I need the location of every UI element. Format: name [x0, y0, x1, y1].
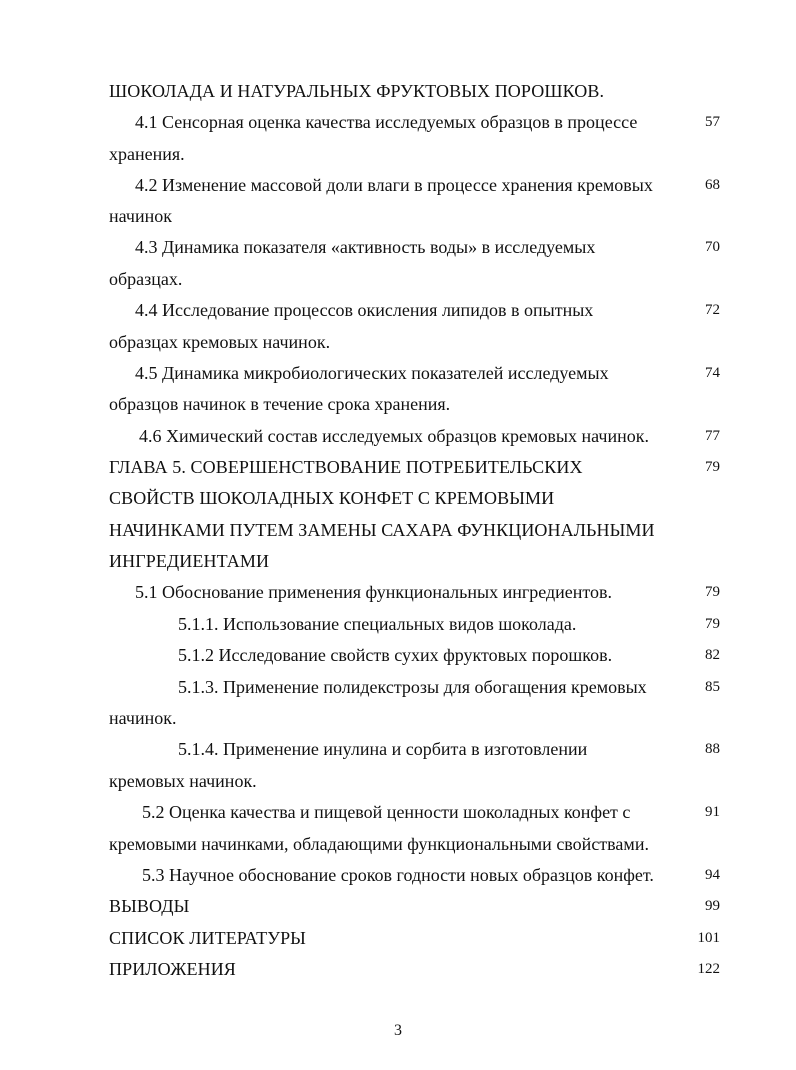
toc-entry-5-1-4-cont	[0, 767, 796, 795]
toc-entry-text-cont: кремовыми начинками, обладающими функциональными свойствами.	[109, 834, 649, 854]
toc-entry-text: 5.3 Научное обоснование сроков годности новых образцов конфет.	[142, 865, 654, 885]
toc-chapter5-line1	[0, 453, 796, 481]
toc-page-number: 85	[705, 679, 720, 695]
toc-chapter5-line3	[0, 516, 796, 544]
toc-chapter4-title-continued	[0, 77, 796, 105]
toc-entry-text-cont: хранения.	[109, 144, 185, 164]
toc-page-number: 79	[705, 459, 720, 475]
toc-entry-5-2	[0, 798, 796, 826]
toc-references	[0, 924, 796, 952]
toc-entry-5-1-1	[0, 610, 796, 638]
toc-page-number: 77	[705, 428, 720, 444]
toc-chapter-text: ИНГРЕДИЕНТАМИ	[109, 551, 270, 571]
toc-page-number: 72	[705, 302, 720, 318]
toc-entry-4-1	[0, 108, 796, 136]
toc-page-number: 70	[705, 239, 720, 255]
toc-page-number: 122	[697, 961, 720, 977]
toc-entry-4-3-cont	[0, 265, 796, 293]
toc-entry-4-5-cont	[0, 390, 796, 418]
toc-page-number: 99	[705, 898, 720, 914]
toc-chapter-text: НАЧИНКАМИ ПУТЕМ ЗАМЕНЫ САХАРА ФУНКЦИОНАЛЬНЫМИ	[109, 520, 655, 540]
toc-page-number: 57	[705, 114, 720, 130]
toc-chapter5-line2	[0, 484, 796, 512]
toc-section-text: ВЫВОДЫ	[109, 896, 190, 916]
toc-entry-5-1-4	[0, 735, 796, 763]
toc-entry-text-cont: образцах.	[109, 269, 183, 289]
toc-entry-5-1	[0, 578, 796, 606]
toc-entry-text-cont: начинок	[109, 206, 172, 226]
toc-chapter5-line4	[0, 547, 796, 575]
toc-section-text: СПИСОК ЛИТЕРАТУРЫ	[109, 928, 306, 948]
toc-entry-5-3	[0, 861, 796, 889]
toc-entry-5-1-2	[0, 641, 796, 669]
toc-entry-4-5	[0, 359, 796, 387]
toc-entry-text-cont: кремовых начинок.	[109, 771, 257, 791]
toc-entry-text-cont: начинок.	[109, 708, 177, 728]
toc-entry-text: 5.2 Оценка качества и пищевой ценности шоколадных конфет с	[142, 802, 631, 822]
toc-entry-4-2	[0, 171, 796, 199]
toc-entry-5-1-3	[0, 673, 796, 701]
toc-entry-text: 5.1.1. Использование специальных видов шоколада.	[178, 614, 577, 634]
toc-entry-4-2-cont	[0, 202, 796, 230]
toc-entry-4-4	[0, 296, 796, 324]
toc-entry-text: 4.2 Изменение массовой доли влаги в процессе хранения кремовых	[135, 175, 653, 195]
toc-entry-text: 4.3 Динамика пoказателя «активность воды» в исследуемых	[135, 237, 596, 257]
toc-conclusions	[0, 892, 796, 920]
toc-page-number: 79	[705, 616, 720, 632]
toc-entry-4-3	[0, 233, 796, 261]
toc-entry-text-cont: образцов начинок в течение срока хранения.	[109, 394, 451, 414]
toc-page-number: 68	[705, 177, 720, 193]
toc-chapter-text: СВОЙСТВ ШОКОЛАДНЫХ КОНФЕТ С КРЕМОВЫМИ	[109, 488, 555, 508]
toc-entry-text: 5.1.4. Применение инулина и сорбита в изготовлении	[178, 739, 588, 759]
toc-entry-text: 5.1.2 Исследование свойств сухих фруктовых порошков.	[178, 645, 613, 665]
toc-page-number: 88	[705, 741, 720, 757]
toc-page-number: 101	[697, 930, 720, 946]
toc-entry-5-1-3-cont	[0, 704, 796, 732]
toc-entry-4-1-cont	[0, 140, 796, 168]
toc-page-number: 82	[705, 647, 720, 663]
toc-entry-4-6	[0, 422, 796, 450]
page-number: 3	[394, 1022, 402, 1039]
toc-chapter-text: ШОКОЛАДА И НАТУРАЛЬНЫХ ФРУКТОВЫХ ПОРОШКОВ.	[109, 81, 605, 101]
toc-entry-5-2-cont	[0, 830, 796, 858]
toc-page-number: 91	[705, 804, 720, 820]
toc-entry-text: 4.6 Химический состав исследуемых образцов кремовых начинок.	[139, 426, 649, 446]
toc-page-number: 94	[705, 867, 720, 883]
toc-entry-text: 5.1.3. Применение полидекстрозы для обогащения кремовых	[178, 677, 647, 697]
toc-section-text: ПРИЛОЖЕНИЯ	[109, 959, 236, 979]
toc-page-number: 74	[705, 365, 720, 381]
toc-page-number: 79	[705, 584, 720, 600]
toc-entry-text: 4.4 Исследование процессов окисления липидов в опытных	[135, 300, 594, 320]
toc-entry-text: 4.1 Сенсорная оценка качества исследуемых образцов в процессе	[135, 112, 638, 132]
toc-entry-text: 4.5 Динамика микробиологических показателей исследуемых	[135, 363, 609, 383]
toc-entry-text: 5.1 Обоснование применения функциональных ингредиентов.	[135, 582, 613, 602]
toc-entry-text-cont: образцах кремовых начинок.	[109, 332, 331, 352]
toc-entry-4-4-cont	[0, 328, 796, 356]
toc-chapter-text: ГЛАВА 5. СОВЕРШЕНСТВОВАНИЕ ПОТРЕБИТЕЛЬСКИХ	[109, 457, 583, 477]
toc-appendices	[0, 955, 796, 983]
